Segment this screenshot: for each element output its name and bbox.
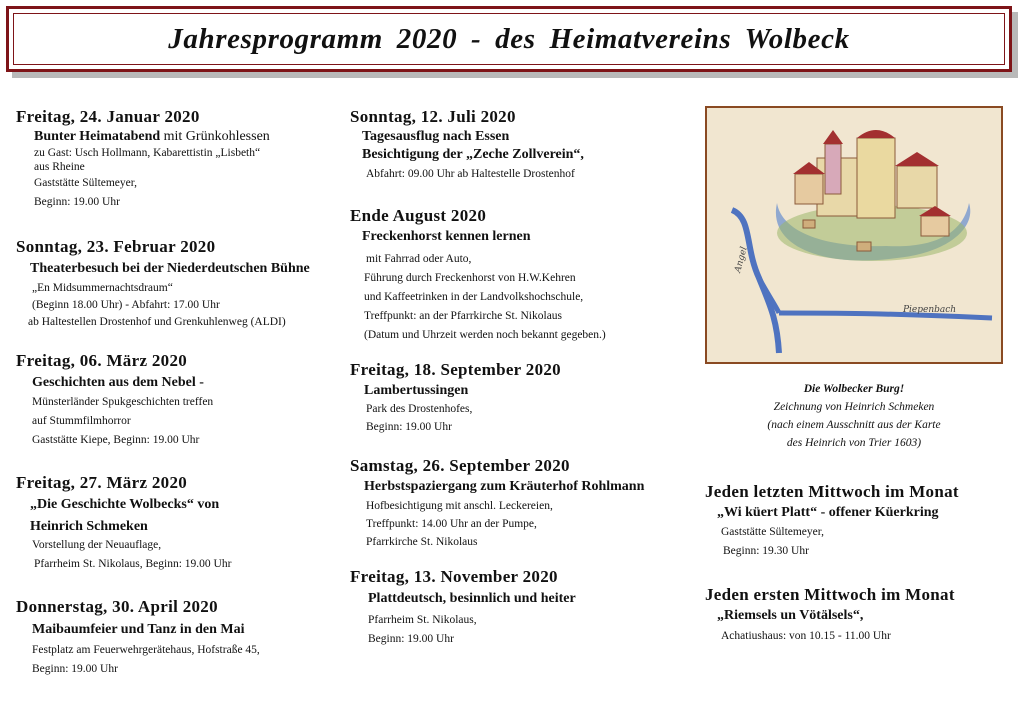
caption-line: des Heinrich von Trier 1603): [786, 437, 922, 449]
event-line: Hofbesichtigung mit anschl. Leckereien,: [366, 500, 553, 512]
event-line: „En Midsummernachtsdraum“: [32, 282, 173, 294]
event-date: Freitag, 24. Januar 2020: [16, 107, 200, 126]
event-februar: [16, 237, 346, 331]
castle-illustration: [707, 108, 1001, 362]
event-line: Führung durch Freckenhorst von H.W.Kehren: [364, 272, 576, 284]
event-line: ab Haltestellen Drostenhof und Grenkuhlenweg (ALDI): [28, 316, 286, 328]
event-line: Festplatz am Feuerwehrgerätehaus, Hofstraße 45,: [32, 644, 260, 656]
caption-line: Zeichnung von Heinrich Schmeken: [773, 401, 935, 413]
page-title: Jahresprogramm 2020 - des Heimatvereins Wolbeck: [168, 22, 850, 55]
event-headline: Plattdeutsch, besinnlich und heiter: [368, 591, 576, 606]
event-line: Münsterländer Spukgeschichten treffen: [32, 396, 214, 408]
event-date: Sonntag, 12. Juli 2020: [350, 107, 516, 126]
event-headline: Herbstspaziergang zum Kräuterhof Rohlmann: [364, 479, 645, 494]
image-caption: [705, 380, 1003, 452]
event-maerz-27: [16, 473, 346, 574]
event-date: Freitag, 18. September 2020: [350, 360, 561, 379]
event-headline: Bunter Heimatabend mit Grünkohlessen: [34, 129, 270, 144]
event-line: Pfarrheim St. Nikolaus, Beginn: 19.00 Uhr: [34, 558, 232, 570]
event-headline-2: Heinrich Schmeken: [30, 519, 148, 534]
event-headline: „Wi küert Platt“ - offener Küerkring: [717, 505, 939, 520]
event-april: [16, 597, 346, 679]
event-date: Jeden letzten Mittwoch im Monat: [705, 482, 959, 501]
event-line: (Datum und Uhrzeit werden noch bekannt gegeben.): [364, 329, 606, 341]
event-headline: Theaterbesuch bei der Niederdeutschen Bühne: [30, 261, 310, 276]
title-inner-border: [13, 13, 1005, 65]
event-date: Sonntag, 23. Februar 2020: [16, 237, 216, 256]
caption-line: Die Wolbecker Burg!: [803, 383, 905, 395]
event-september-26: [350, 456, 690, 551]
castle-drawing: [705, 106, 1003, 364]
event-date: Ende August 2020: [350, 206, 487, 225]
event-line: Gaststätte Kiepe, Beginn: 19.00 Uhr: [32, 434, 200, 446]
event-januar: [16, 107, 346, 212]
event-headline: Tagesausflug nach Essen: [362, 129, 510, 144]
event-line: aus Rheine: [34, 161, 85, 173]
event-line: und Kaffeetrinken in der Landvolkshochschule,: [364, 291, 584, 303]
event-line: Beginn: 19.00 Uhr: [34, 196, 120, 208]
event-line: Treffpunkt: an der Pfarrkirche St. Nikolaus: [364, 310, 563, 322]
event-date: Freitag, 13. November 2020: [350, 567, 558, 586]
title-frame: [6, 6, 1012, 72]
event-line: Achatiushaus: von 10.15 - 11.00 Uhr: [721, 630, 891, 642]
event-headline: Lambertussingen: [364, 383, 469, 398]
event-line: Beginn: 19.30 Uhr: [723, 545, 809, 557]
event-line: Park des Drostenhofes,: [366, 403, 473, 415]
event-date: Jeden ersten Mittwoch im Monat: [705, 585, 955, 604]
river-label-angel: Angel: [733, 245, 750, 274]
event-headline-2: Besichtigung der „Zeche Zollverein“,: [362, 147, 584, 162]
caption-line: (nach einem Ausschnitt aus der Karte: [767, 419, 941, 431]
event-line: Gaststätte Sültemeyer,: [34, 177, 138, 189]
event-line: Treffpunkt: 14.00 Uhr an der Pumpe,: [366, 518, 537, 530]
event-line: auf Stummfilmhorror: [32, 415, 131, 427]
event-line: Pfarrkirche St. Nikolaus: [366, 536, 478, 548]
event-headline: „Riemsels un Vötälsels“,: [717, 608, 864, 623]
event-erster-mittwoch: [705, 585, 1015, 646]
event-line: zu Gast: Usch Hollmann, Kabarettistin „Lisbeth“: [34, 147, 261, 159]
event-juli: [350, 107, 690, 183]
event-line: Beginn: 19.00 Uhr: [32, 663, 118, 675]
event-letzter-mittwoch: [705, 482, 1015, 561]
event-line: Abfahrt: 09.00 Uhr ab Haltestelle Drostenhof: [366, 168, 575, 180]
event-maerz-06: [16, 351, 346, 450]
event-line: (Beginn 18.00 Uhr) - Abfahrt: 17.00 Uhr: [32, 299, 220, 311]
event-line: Pfarrheim St. Nikolaus,: [368, 614, 477, 626]
river-label-piepenbach: Piepenbach: [903, 305, 957, 315]
event-headline: Maibaumfeier und Tanz in den Mai: [32, 622, 245, 637]
event-headline: Freckenhorst kennen lernen: [362, 229, 531, 244]
event-august: [350, 206, 690, 345]
event-date: Freitag, 06. März 2020: [16, 351, 188, 370]
event-date: Donnerstag, 30. April 2020: [16, 597, 218, 616]
event-date: Samstag, 26. September 2020: [350, 456, 570, 475]
event-line: Vorstellung der Neuauflage,: [32, 539, 162, 551]
event-headline: „Die Geschichte Wolbecks“ von: [30, 497, 220, 512]
event-line: Beginn: 19.00 Uhr: [368, 633, 454, 645]
event-date: Freitag, 27. März 2020: [16, 473, 188, 492]
event-september-18: [350, 360, 690, 436]
event-line: Beginn: 19.00 Uhr: [366, 421, 452, 433]
event-line: Gaststätte Sültemeyer,: [721, 526, 825, 538]
event-november: [350, 567, 690, 649]
event-line: mit Fahrrad oder Auto,: [366, 253, 472, 265]
event-headline: Geschichten aus dem Nebel -: [32, 375, 204, 390]
